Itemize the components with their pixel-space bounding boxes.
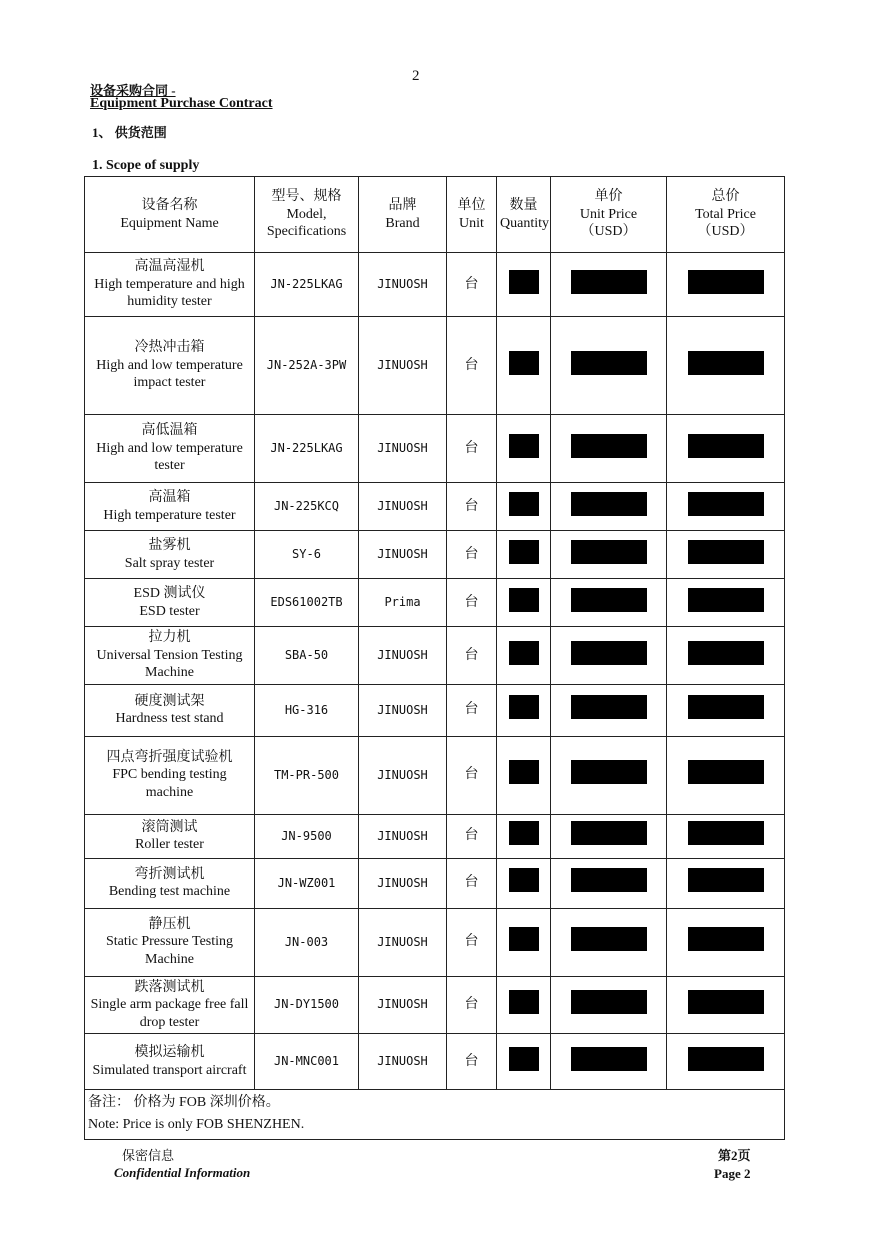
supply-table <box>84 176 785 1140</box>
total-price-cell <box>667 976 785 1034</box>
column-header-unit-price: 单价 Unit Price （USD） <box>551 177 667 253</box>
redaction-box <box>688 540 764 564</box>
model-cell: TM-PR-500 <box>255 736 359 814</box>
contract-title-cn: 设备采购合同 - <box>90 83 176 98</box>
unit-cell: 台 <box>447 253 497 317</box>
redaction-box <box>571 868 647 892</box>
equipment-name-en: High temperature and high humidity tester <box>94 276 245 310</box>
brand-cell: JINUOSH <box>359 627 447 685</box>
equipment-name-en: High temperature tester <box>103 507 236 523</box>
unit-price-cell <box>551 483 667 531</box>
equipment-name-cell <box>85 579 255 627</box>
unit-cell: 台 <box>447 736 497 814</box>
redaction-box <box>688 695 764 719</box>
redaction-box <box>571 927 647 951</box>
equipment-name-en: Single arm package free fall drop tester <box>90 997 249 1030</box>
equipment-name-cell <box>85 483 255 531</box>
total-price-cell <box>667 684 785 736</box>
brand-cell: JINUOSH <box>359 736 447 814</box>
equipment-name-cn: 模拟运输机 <box>134 1045 205 1060</box>
equipment-name-cn: 静压机 <box>148 916 191 932</box>
unit-price-cell <box>551 976 667 1034</box>
redaction-box <box>509 641 539 665</box>
redaction-box <box>688 927 764 951</box>
equipment-name-cn: 跌落测试机 <box>134 979 205 995</box>
redaction-box <box>571 492 647 516</box>
unit-price-cell <box>551 858 667 908</box>
redaction-box <box>509 540 539 564</box>
total-price-cell <box>667 627 785 685</box>
redaction-box <box>688 641 764 665</box>
redaction-box <box>571 990 647 1014</box>
redaction-box <box>509 760 539 784</box>
brand-cell: Prima <box>359 579 447 627</box>
redaction-box <box>509 270 539 294</box>
unit-price-cell <box>551 415 667 483</box>
quantity-cell <box>497 579 551 627</box>
quantity-cell <box>497 858 551 908</box>
model-cell: SY-6 <box>255 531 359 579</box>
quantity-cell <box>497 684 551 736</box>
unit-cell: 台 <box>447 579 497 627</box>
equipment-name-en: Bending test machine <box>108 884 231 899</box>
unit-price-cell <box>551 627 667 685</box>
model-cell: JN-DY1500 <box>255 976 359 1034</box>
column-header-brand: 品牌 Brand <box>359 177 447 253</box>
redaction-box <box>688 990 764 1014</box>
redaction-box <box>688 821 764 845</box>
model-cell: SBA-50 <box>255 627 359 685</box>
column-header-model: 型号、规格 Model, Specifications <box>255 177 359 253</box>
redaction-box <box>571 695 647 719</box>
redaction-box <box>571 760 647 784</box>
column-header-quantity: 数量 Quantity <box>497 177 551 253</box>
unit-price-cell <box>551 579 667 627</box>
table-row <box>85 531 785 579</box>
total-price-cell <box>667 814 785 858</box>
table-row <box>85 736 785 814</box>
quantity-cell <box>497 627 551 685</box>
model-cell: JN-003 <box>255 908 359 976</box>
model-cell: JN-225LKAG <box>255 415 359 483</box>
column-header-total-price: 总价 Total Price （USD） <box>667 177 785 253</box>
contract-title-en: Equipment Purchase Contract <box>90 96 273 111</box>
redaction-box <box>688 492 764 516</box>
equipment-name-cn: 滚筒测试 <box>141 819 198 835</box>
table-row <box>85 483 785 531</box>
total-price-cell <box>667 736 785 814</box>
equipment-name-cell <box>85 415 255 483</box>
total-price-cell <box>667 908 785 976</box>
section-title-cn: 1、 供货范围 <box>92 125 167 140</box>
price-note-cn: 备注： 价格为 FOB 深圳价格。 <box>88 1095 280 1110</box>
redaction-box <box>509 821 539 845</box>
unit-price-cell <box>551 908 667 976</box>
total-price-cell <box>667 253 785 317</box>
brand-cell: JINUOSH <box>359 1034 447 1090</box>
equipment-name-cell <box>85 908 255 976</box>
equipment-name-en: Static Pressure Testing Machine <box>105 934 234 967</box>
quantity-cell <box>497 736 551 814</box>
model-cell: JN-9500 <box>255 814 359 858</box>
brand-cell: JINUOSH <box>359 317 447 415</box>
redaction-box <box>688 588 764 612</box>
redaction-box <box>688 868 764 892</box>
redaction-box <box>571 1047 647 1071</box>
brand-cell: JINUOSH <box>359 483 447 531</box>
confidential-label-en: Confidential Information <box>114 1165 251 1180</box>
equipment-name-cell <box>85 858 255 908</box>
equipment-name-cell <box>85 684 255 736</box>
total-price-cell <box>667 415 785 483</box>
brand-cell: JINUOSH <box>359 253 447 317</box>
redaction-box <box>688 760 764 784</box>
redaction-box <box>509 927 539 951</box>
equipment-name-cell <box>85 317 255 415</box>
equipment-name-cn: ESD 测试仪 <box>133 586 206 601</box>
redaction-box <box>509 588 539 612</box>
column-header-unit: 单位 Unit <box>447 177 497 253</box>
confidential-label-cn: 保密信息 <box>122 1148 175 1163</box>
column-header-name: 设备名称 Equipment Name <box>85 177 255 253</box>
page-label-cn: 第2页 <box>718 1148 751 1163</box>
unit-price-cell <box>551 736 667 814</box>
redaction-box <box>688 1047 764 1071</box>
quantity-cell <box>497 483 551 531</box>
redaction-box <box>509 492 539 516</box>
redaction-box <box>571 351 647 375</box>
equipment-name-cell <box>85 253 255 317</box>
unit-cell: 台 <box>447 858 497 908</box>
equipment-name-cell <box>85 736 255 814</box>
brand-cell: JINUOSH <box>359 814 447 858</box>
redaction-box <box>688 270 764 294</box>
section-title-en: 1. Scope of supply <box>92 158 200 173</box>
equipment-name-cell <box>85 531 255 579</box>
redaction-box <box>509 1047 539 1071</box>
table-header-row <box>85 177 785 253</box>
unit-price-cell <box>551 317 667 415</box>
unit-cell: 台 <box>447 317 497 415</box>
redaction-box <box>509 434 539 458</box>
unit-cell: 台 <box>447 1034 497 1090</box>
redaction-box <box>509 868 539 892</box>
model-cell: EDS61002TB <box>255 579 359 627</box>
redaction-box <box>509 351 539 375</box>
brand-cell: JINUOSH <box>359 415 447 483</box>
quantity-cell <box>497 1034 551 1090</box>
quantity-cell <box>497 253 551 317</box>
equipment-name-cn: 高低温箱 <box>141 423 198 439</box>
quantity-cell <box>497 317 551 415</box>
redaction-box <box>688 434 764 458</box>
unit-cell: 台 <box>447 483 497 531</box>
model-cell: JN-MNC001 <box>255 1034 359 1090</box>
table-row <box>85 317 785 415</box>
equipment-name-en: ESD tester <box>139 603 200 619</box>
equipment-name-en: Roller tester <box>135 837 204 852</box>
equipment-name-cn: 高温箱 <box>148 490 191 505</box>
unit-price-cell <box>551 531 667 579</box>
table-row <box>85 858 785 908</box>
table-row <box>85 976 785 1034</box>
equipment-name-cell <box>85 814 255 858</box>
redaction-box <box>571 434 647 458</box>
quantity-cell <box>497 415 551 483</box>
table-row <box>85 415 785 483</box>
total-price-cell <box>667 579 785 627</box>
total-price-cell <box>667 858 785 908</box>
note-row <box>85 1090 785 1140</box>
quantity-cell <box>497 814 551 858</box>
equipment-name-cn: 弯折测试机 <box>134 866 205 882</box>
table-row <box>85 908 785 976</box>
equipment-name-en: Simulated transport aircraft <box>92 1062 247 1078</box>
quantity-cell <box>497 908 551 976</box>
model-cell: JN-225KCQ <box>255 483 359 531</box>
price-note-en: Note: Price is only FOB SHENZHEN. <box>88 1117 305 1133</box>
model-cell: JN-WZ001 <box>255 858 359 908</box>
equipment-name-en: Hardness test stand <box>115 711 224 726</box>
quantity-cell <box>497 976 551 1034</box>
model-cell: JN-225LKAG <box>255 253 359 317</box>
redaction-box <box>571 641 647 665</box>
equipment-name-cell <box>85 627 255 685</box>
model-cell: HG-316 <box>255 684 359 736</box>
redaction-box <box>571 540 647 564</box>
redaction-box <box>509 990 539 1014</box>
equipment-name-cn: 硬度测试架 <box>134 693 205 709</box>
page-label-en: Page 2 <box>714 1166 751 1181</box>
table-row <box>85 579 785 627</box>
equipment-name-en: High and low temperature impact tester <box>96 357 243 391</box>
equipment-name-en: Salt spray tester <box>124 555 215 571</box>
unit-price-cell <box>551 684 667 736</box>
equipment-name-en: FPC bending testing machine <box>112 767 227 800</box>
page-number: 2 <box>412 68 420 84</box>
equipment-name-cell <box>85 1034 255 1090</box>
total-price-cell <box>667 1034 785 1090</box>
brand-cell: JINUOSH <box>359 684 447 736</box>
unit-price-cell <box>551 1034 667 1090</box>
brand-cell: JINUOSH <box>359 908 447 976</box>
price-note <box>85 1090 785 1140</box>
redaction-box <box>571 270 647 294</box>
equipment-name-en: High and low temperature tester <box>96 440 243 474</box>
equipment-name-cn: 冷热冲击箱 <box>134 340 205 356</box>
unit-cell: 台 <box>447 531 497 579</box>
unit-cell: 台 <box>447 814 497 858</box>
brand-cell: JINUOSH <box>359 531 447 579</box>
unit-cell: 台 <box>447 415 497 483</box>
brand-cell: JINUOSH <box>359 976 447 1034</box>
redaction-box <box>509 695 539 719</box>
total-price-cell <box>667 317 785 415</box>
redaction-box <box>688 351 764 375</box>
table-row <box>85 814 785 858</box>
equipment-name-cn: 盐雾机 <box>148 538 191 553</box>
unit-price-cell <box>551 814 667 858</box>
table-row <box>85 684 785 736</box>
total-price-cell <box>667 531 785 579</box>
redaction-box <box>571 588 647 612</box>
equipment-name-cn: 四点弯折强度试验机 <box>106 749 233 765</box>
redaction-box <box>571 821 647 845</box>
equipment-name-en: Universal Tension Testing Machine <box>96 647 243 680</box>
equipment-name-cn: 拉力机 <box>148 630 191 645</box>
unit-price-cell <box>551 253 667 317</box>
table-row <box>85 627 785 685</box>
brand-cell: JINUOSH <box>359 858 447 908</box>
equipment-name-cell <box>85 976 255 1034</box>
unit-cell: 台 <box>447 976 497 1034</box>
unit-cell: 台 <box>447 908 497 976</box>
unit-cell: 台 <box>447 627 497 685</box>
table-row <box>85 1034 785 1090</box>
model-cell: JN-252A-3PW <box>255 317 359 415</box>
quantity-cell <box>497 531 551 579</box>
unit-cell: 台 <box>447 684 497 736</box>
equipment-name-cn: 高温高湿机 <box>134 259 205 275</box>
total-price-cell <box>667 483 785 531</box>
table-row <box>85 253 785 317</box>
